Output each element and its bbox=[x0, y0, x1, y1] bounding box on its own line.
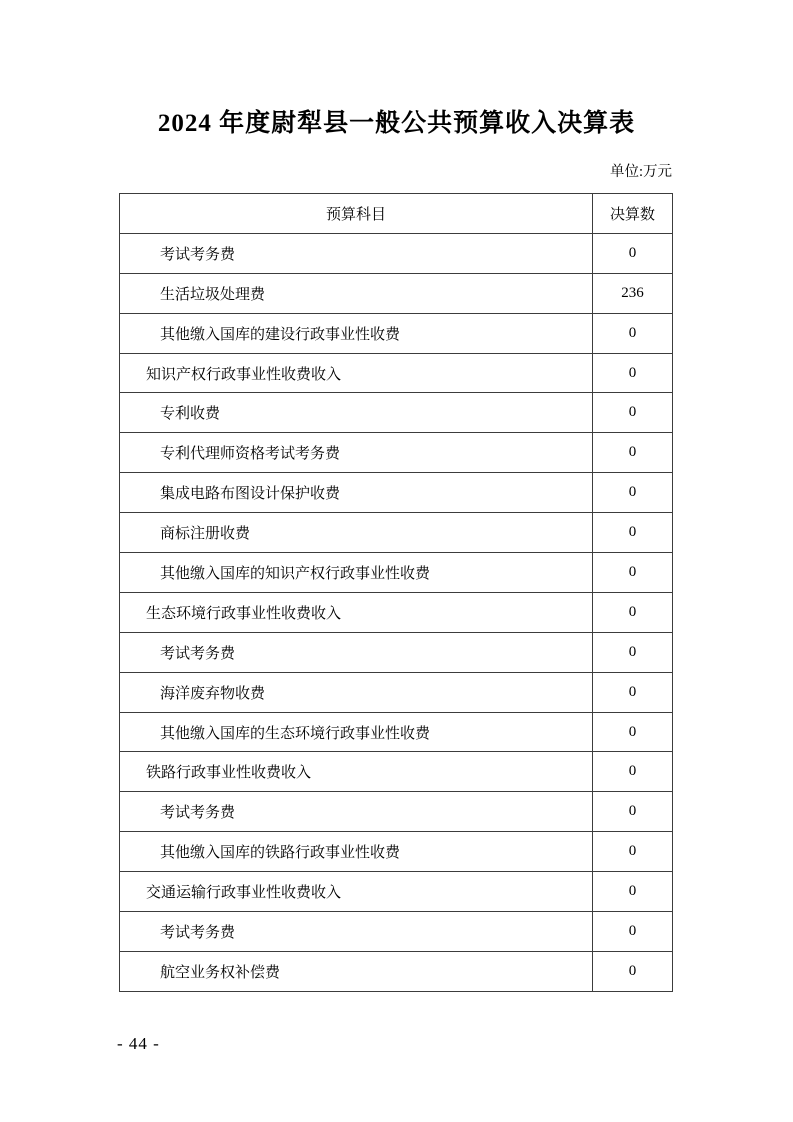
final-amount-cell: 0 bbox=[593, 912, 673, 952]
page-number: - 44 - bbox=[117, 1034, 160, 1053]
final-amount-cell: 0 bbox=[593, 672, 673, 712]
final-amount-cell: 0 bbox=[593, 393, 673, 433]
table-row bbox=[120, 672, 673, 712]
final-amount-cell: 0 bbox=[593, 872, 673, 912]
table-row bbox=[120, 393, 673, 433]
final-amount-cell: 0 bbox=[593, 712, 673, 752]
table-row bbox=[120, 872, 673, 912]
budget-subject-cell: 航空业务权补偿费 bbox=[120, 951, 593, 991]
final-amount-cell: 0 bbox=[593, 233, 673, 273]
table-row bbox=[120, 592, 673, 632]
budget-subject-cell: 铁路行政事业性收费收入 bbox=[120, 752, 593, 792]
budget-subject-cell: 考试考务费 bbox=[120, 912, 593, 952]
table-row bbox=[120, 353, 673, 393]
table-row bbox=[120, 912, 673, 952]
budget-subject-cell: 集成电路布图设计保护收费 bbox=[120, 473, 593, 513]
budget-subject-cell: 海洋废弃物收费 bbox=[120, 672, 593, 712]
table-row bbox=[120, 513, 673, 553]
final-amount-cell: 0 bbox=[593, 951, 673, 991]
budget-subject-cell: 其他缴入国库的建设行政事业性收费 bbox=[120, 313, 593, 353]
final-amount-cell: 0 bbox=[593, 792, 673, 832]
table-row bbox=[120, 273, 673, 313]
table-row bbox=[120, 752, 673, 792]
page-title: 2024 年度尉犁县一般公共预算收入决算表 bbox=[157, 110, 636, 137]
table-row bbox=[120, 473, 673, 513]
final-amount-cell: 0 bbox=[593, 473, 673, 513]
table-header-row bbox=[120, 194, 673, 234]
budget-subject-cell: 专利代理师资格考试考务费 bbox=[120, 433, 593, 473]
table-row bbox=[120, 712, 673, 752]
table-row bbox=[120, 832, 673, 872]
final-amount-cell: 0 bbox=[593, 313, 673, 353]
final-amount-cell: 0 bbox=[593, 832, 673, 872]
column-header-final-amount: 决算数 bbox=[593, 194, 673, 234]
table-row bbox=[120, 553, 673, 593]
budget-subject-cell: 其他缴入国库的铁路行政事业性收费 bbox=[120, 832, 593, 872]
column-header-budget-subject: 预算科目 bbox=[120, 194, 593, 234]
budget-subject-cell: 其他缴入国库的生态环境行政事业性收费 bbox=[120, 712, 593, 752]
budget-revenue-table bbox=[119, 193, 673, 992]
final-amount-cell: 0 bbox=[593, 433, 673, 473]
table-row bbox=[120, 233, 673, 273]
final-amount-cell: 0 bbox=[593, 752, 673, 792]
final-amount-cell: 0 bbox=[593, 632, 673, 672]
final-amount-cell: 236 bbox=[593, 273, 673, 313]
final-amount-cell: 0 bbox=[593, 592, 673, 632]
budget-subject-cell: 知识产权行政事业性收费收入 bbox=[120, 353, 593, 393]
final-amount-cell: 0 bbox=[593, 353, 673, 393]
table-row bbox=[120, 792, 673, 832]
table-row bbox=[120, 951, 673, 991]
table-row bbox=[120, 433, 673, 473]
final-amount-cell: 0 bbox=[593, 513, 673, 553]
table-row bbox=[120, 313, 673, 353]
unit-label: 单位:万元 bbox=[609, 164, 672, 180]
budget-subject-cell: 商标注册收费 bbox=[120, 513, 593, 553]
budget-subject-cell: 其他缴入国库的知识产权行政事业性收费 bbox=[120, 553, 593, 593]
budget-subject-cell: 生态环境行政事业性收费收入 bbox=[120, 592, 593, 632]
table-row bbox=[120, 632, 673, 672]
budget-subject-cell: 考试考务费 bbox=[120, 792, 593, 832]
budget-subject-cell: 考试考务费 bbox=[120, 233, 593, 273]
budget-subject-cell: 考试考务费 bbox=[120, 632, 593, 672]
budget-subject-cell: 生活垃圾处理费 bbox=[120, 273, 593, 313]
budget-subject-cell: 交通运输行政事业性收费收入 bbox=[120, 872, 593, 912]
final-amount-cell: 0 bbox=[593, 553, 673, 593]
budget-subject-cell: 专利收费 bbox=[120, 393, 593, 433]
